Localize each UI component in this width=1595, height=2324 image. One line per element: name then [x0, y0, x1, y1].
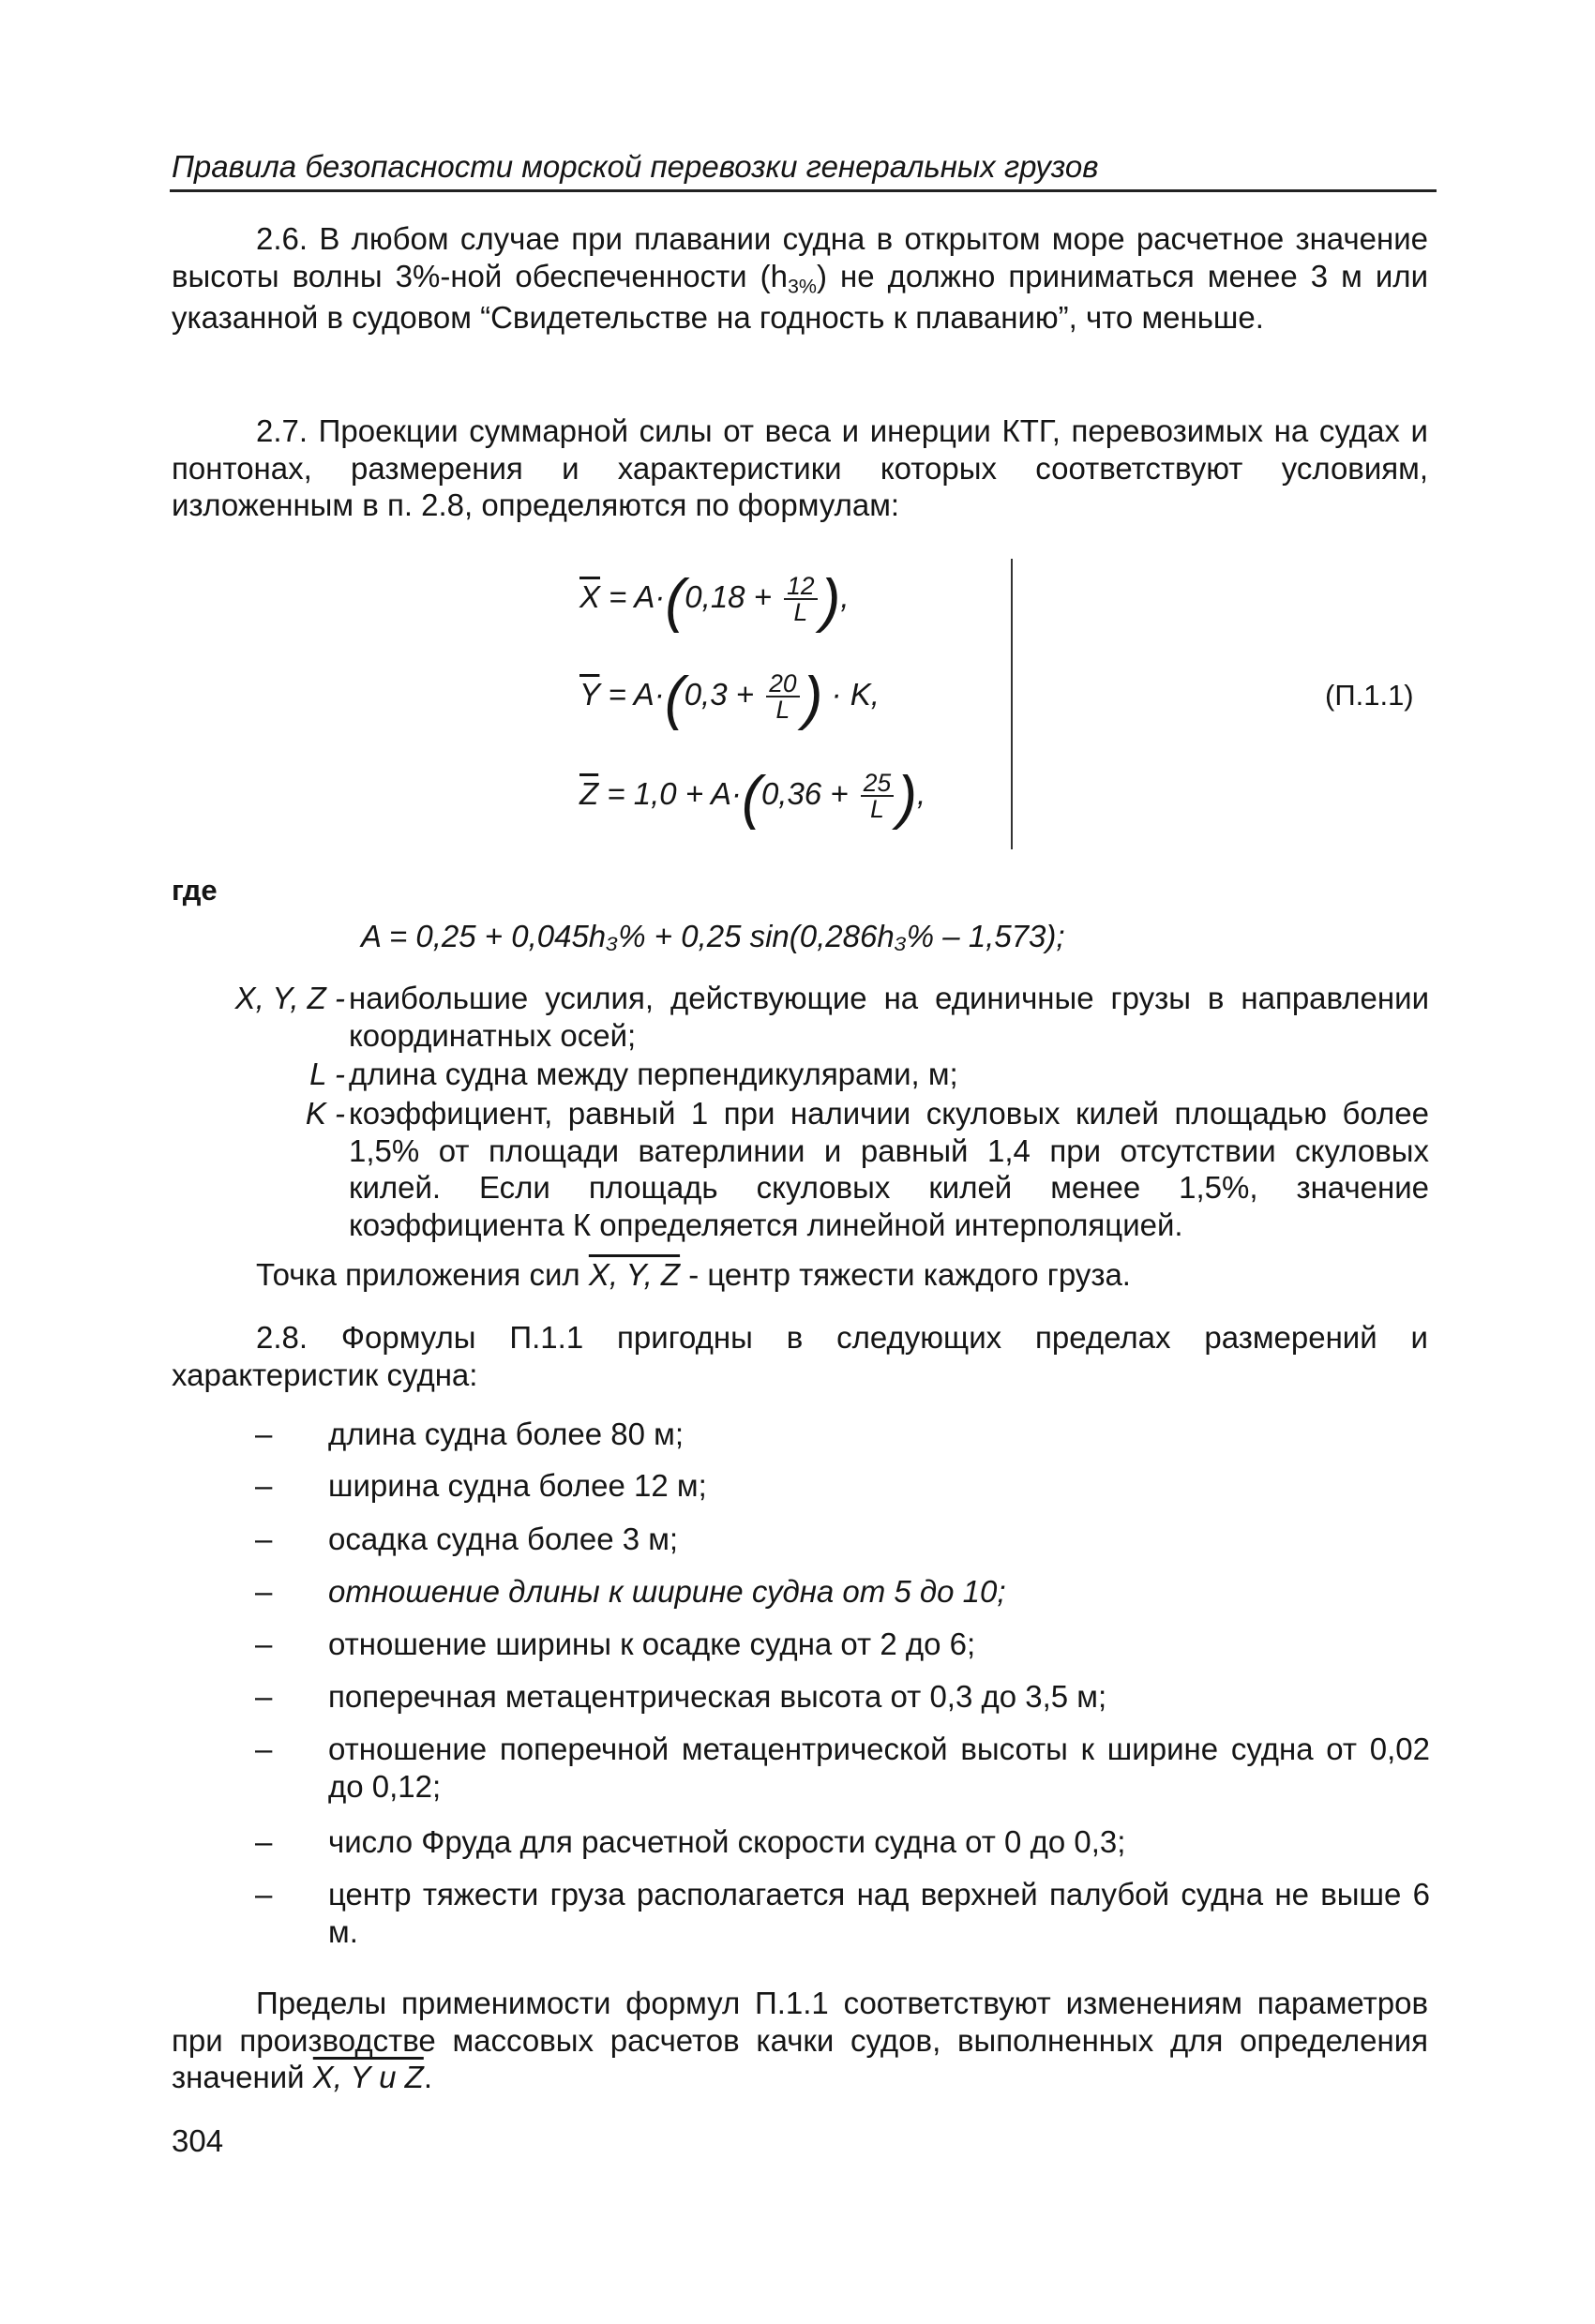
- formula-y-fraction: [766, 671, 799, 723]
- formula-y-numerator: 20: [766, 671, 799, 697]
- para-2-6-subscript: 3%: [788, 275, 817, 298]
- formula-x-tail: ,: [840, 579, 850, 615]
- formula-y-const: 0,3 +: [684, 677, 763, 712]
- point-line-suffix: - центр тяжести каждого груза.: [680, 1257, 1131, 1292]
- formula-z-lead: = 1,0 + A·: [598, 776, 743, 812]
- definition-text-l: длина судна между перпендикулярами, м;: [349, 1057, 958, 1091]
- definition-text-xyz: наибольшие усилия, действующие на единичные грузы в направлении координатных осей;: [349, 981, 1429, 1053]
- final-paragraph: [172, 1985, 1428, 2096]
- where-label: где: [172, 874, 218, 907]
- formula-z-var: $\overline{Z}$: [579, 776, 599, 812]
- definition-label-l: L -: [309, 1057, 345, 1091]
- formula-z-fraction: [861, 771, 894, 822]
- header-rule: [170, 189, 1437, 192]
- formula-z-denominator: L: [870, 795, 884, 824]
- list-item: отношение длины к ширине судна от 5 до 10;: [328, 1574, 1006, 1609]
- list-dash: –: [255, 1417, 273, 1451]
- formula-x-const: 0,18 +: [685, 579, 781, 615]
- definition-text-k: коэффициент, равный 1 при наличии скуловых килей площадью более 1,5% от площади ватерлинии и равный 1,4 при отсутствии скуловых килей. Если площадь скуловых килей менее 1,5%, значение коэффициента К определяется линейной интерполяцией.: [349, 1096, 1429, 1242]
- list-dash: –: [255, 1732, 273, 1766]
- formula-z: $\overline{Z} = 1,0 + A\cdot(0,36$ + $\frac{25}{L}$ ),: [579, 764, 926, 831]
- formula-y-lead: = A·: [599, 677, 665, 712]
- final-para-vars: X, Y и Z: [312, 2060, 424, 2095]
- formula-x-lead: = A·: [600, 579, 666, 615]
- a-formula: A = 0,25 + 0,045h₃% + 0,25 sin(0,286h₃% – 1,573);: [361, 919, 1065, 953]
- list-item: центр тяжести груза располагается над верхней палубой судна не выше 6 м.: [328, 1877, 1430, 1949]
- formula-z-numerator: 25: [861, 771, 894, 797]
- formula-y-k: · K: [822, 677, 871, 712]
- list-dash: –: [255, 1877, 273, 1912]
- point-line-prefix: Точка приложения сил: [256, 1257, 589, 1292]
- list-item: ширина судна более 12 м;: [328, 1468, 707, 1503]
- list-dash: –: [255, 1522, 273, 1556]
- formula-y-denominator: L: [775, 696, 790, 725]
- list-item: отношение поперечной метацентрической высоты к ширине судна от 0,02 до 0,12;: [328, 1732, 1430, 1804]
- list-item: длина судна более 80 м;: [328, 1417, 684, 1451]
- formula-z-const: 0,36 +: [760, 776, 857, 812]
- final-para-text: Пределы применимости формул П.1.1 соответствуют изменениям параметров при производстве массовых расчетов качки судов, выполненных для определения значений: [172, 1986, 1428, 2095]
- list-item: поперечная метацентрическая высота от 0,3 до 3,5 м;: [328, 1679, 1107, 1714]
- formula-x-numerator: 12: [784, 574, 817, 600]
- formula-y: $\overline{Y} = A\cdot(0,3$ + $\frac{20}{L}$ ) · K,: [579, 665, 880, 731]
- paragraph-2-7: 2.7. Проекции суммарной силы от веса и инерции КТГ, перевозимых на судах и понтонах, размерения и характеристики которых соответствуют условиям, изложенным в п. 2.8, определяются по формулам:: [172, 413, 1428, 523]
- point-line-vars: X, Y, Z: [588, 1257, 681, 1292]
- equation-number: (П.1.1): [1325, 679, 1414, 712]
- list-dash: –: [255, 1679, 273, 1714]
- formula-x-var: $\overline{X}$: [579, 579, 601, 615]
- para-2-6-before: 2.6. В любом случае при плавании судна в открытом море расчетное значение высоты волны 3%-ной обеспеченности (h: [172, 221, 1428, 293]
- formula-y-tail: ,: [870, 677, 880, 712]
- page-number: 304: [172, 2123, 224, 2158]
- formula-x-denominator: L: [793, 598, 808, 627]
- formula-x-fraction: [784, 574, 817, 625]
- paragraph-2-8: 2.8. Формулы П.1.1 пригодны в следующих пределах размерений и характеристик судна:: [172, 1320, 1428, 1392]
- point-of-application-line: [256, 1256, 1428, 1294]
- list-item: осадка судна более 3 м;: [328, 1522, 679, 1556]
- para-2-6-after: ) не должно приниматься менее 3 м или указанной в судовом “Свидетельстве на годность к плаванию”, что меньше.: [172, 258, 1428, 335]
- list-dash: –: [255, 1574, 273, 1609]
- list-dash: –: [255, 1824, 273, 1859]
- list-dash: –: [255, 1627, 273, 1661]
- formula-x: $\overline{X} = A\cdot(0,18$ + $\frac{12}{L}$ ),: [579, 567, 850, 634]
- running-header: Правила безопасности морской перевозки генеральных грузов: [172, 149, 1099, 184]
- formula-z-tail: ,: [917, 776, 926, 812]
- list-item: отношение ширины к осадке судна от 2 до 6;: [328, 1627, 976, 1661]
- formula-system-brace: [998, 559, 1013, 849]
- paragraph-2-6: [172, 220, 1428, 336]
- definition-label-xyz: X, Y, Z -: [234, 981, 345, 1015]
- list-item: число Фруда для расчетной скорости судна от 0 до 0,3;: [328, 1824, 1126, 1859]
- definition-label-k: K -: [305, 1096, 345, 1131]
- formula-y-var: $\overline{Y}$: [579, 677, 600, 712]
- final-para-end: .: [423, 2060, 432, 2095]
- list-dash: –: [255, 1468, 273, 1503]
